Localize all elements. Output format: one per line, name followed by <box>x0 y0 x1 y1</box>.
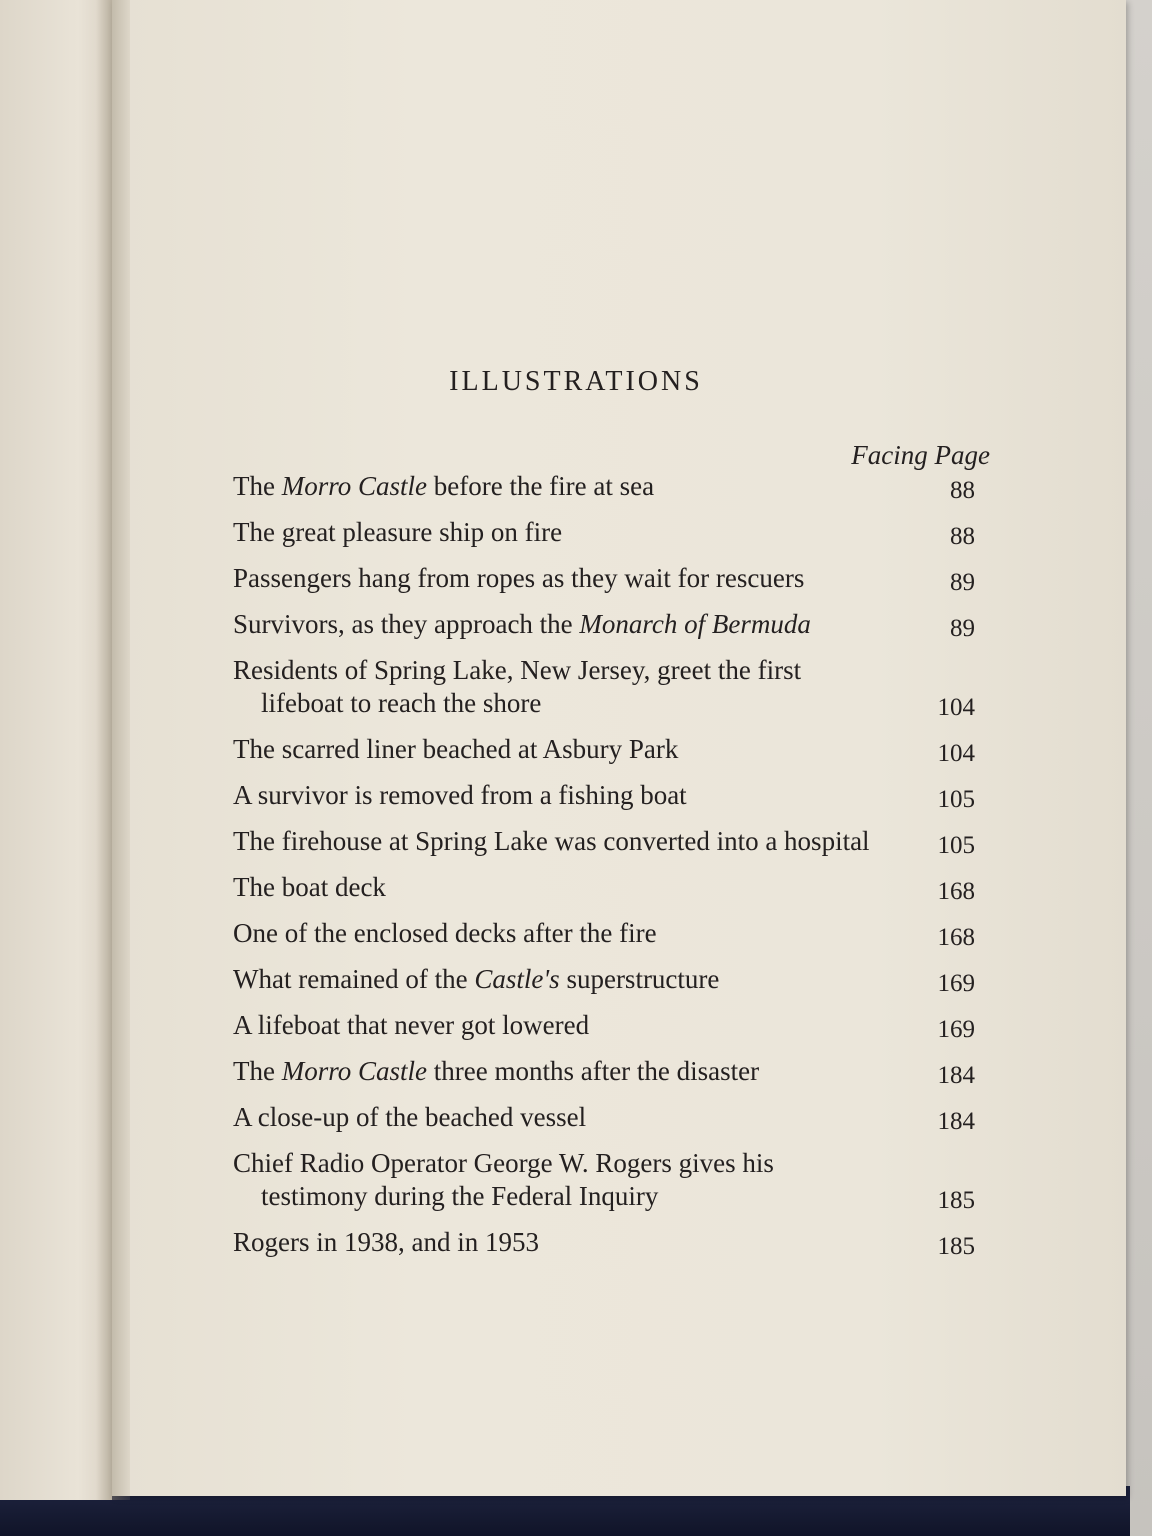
entry-title: Rogers in 1938, and in 1953 <box>233 1227 539 1257</box>
entry-title-italic: Monarch of Bermuda <box>579 609 811 639</box>
entry-title: The boat deck <box>233 872 386 902</box>
list-item <box>233 1101 989 1134</box>
entry-title: Survivors, as they approach the Monarch of Bermuda <box>233 609 811 639</box>
list-item <box>233 1009 989 1042</box>
entry-title-italic: Morro Castle <box>281 1056 427 1086</box>
list-item <box>233 654 989 720</box>
entry-page-number: 89 <box>950 615 975 642</box>
entry-title: Chief Radio Operator George W. Rogers gives his <box>233 1148 774 1178</box>
list-item <box>233 470 989 503</box>
entry-title: A survivor is removed from a fishing boat <box>233 780 687 810</box>
entry-page-number: 184 <box>937 1062 975 1089</box>
entry-title-continuation: lifeboat to reach the shore <box>261 688 542 718</box>
facing-page-label: Facing Page <box>851 440 990 470</box>
entry-title: The Morro Castle before the fire at sea <box>233 471 655 501</box>
entry-title: The great pleasure ship on fire <box>233 517 563 547</box>
list-item <box>233 608 989 641</box>
entry-page-number: 168 <box>937 878 975 905</box>
entry-page-number: 88 <box>950 523 975 550</box>
entry-page-number: 105 <box>937 832 975 859</box>
entry-page-number: 89 <box>950 569 975 596</box>
entry-page-number: 169 <box>937 1016 975 1043</box>
entry-title: The scarred liner beached at Asbury Park <box>233 734 679 764</box>
entry-title: A lifeboat that never got lowered <box>233 1010 590 1040</box>
list-item <box>233 733 989 766</box>
list-item <box>233 516 989 549</box>
entry-page-number: 184 <box>937 1108 975 1135</box>
list-item <box>233 825 989 858</box>
entry-title-italic: Morro Castle <box>281 471 427 501</box>
list-item <box>233 871 989 904</box>
entry-page-number: 88 <box>950 477 975 504</box>
entry-page-number: 104 <box>937 694 975 721</box>
list-item <box>233 1147 989 1213</box>
entry-page-number: 185 <box>937 1187 975 1214</box>
entry-page-number: 105 <box>937 786 975 813</box>
list-item <box>233 963 989 996</box>
entry-title: Residents of Spring Lake, New Jersey, greet the first <box>233 655 802 685</box>
entry-title: A close-up of the beached vessel <box>233 1102 587 1132</box>
list-item <box>233 917 989 950</box>
illustrations-list <box>233 470 989 1272</box>
entry-title-italic: Castle's <box>474 964 560 994</box>
page-heading: ILLUSTRATIONS <box>449 366 703 397</box>
entry-page-number: 168 <box>937 924 975 951</box>
list-item <box>233 779 989 812</box>
entry-page-number: 104 <box>937 740 975 767</box>
entry-title: The firehouse at Spring Lake was converted into a hospital <box>233 826 870 856</box>
entry-page-number: 169 <box>937 970 975 997</box>
list-item <box>233 1055 989 1088</box>
entry-title: The Morro Castle three months after the disaster <box>233 1056 760 1086</box>
list-item <box>233 1226 989 1259</box>
entry-title: Passengers hang from ropes as they wait for rescuers <box>233 563 805 593</box>
entry-title: One of the enclosed decks after the fire <box>233 918 657 948</box>
page-gutter <box>96 0 130 1500</box>
entry-page-number: 185 <box>937 1233 975 1260</box>
list-item <box>233 562 989 595</box>
entry-title-continuation: testimony during the Federal Inquiry <box>261 1181 659 1211</box>
entry-title: What remained of the Castle's superstructure <box>233 964 720 994</box>
